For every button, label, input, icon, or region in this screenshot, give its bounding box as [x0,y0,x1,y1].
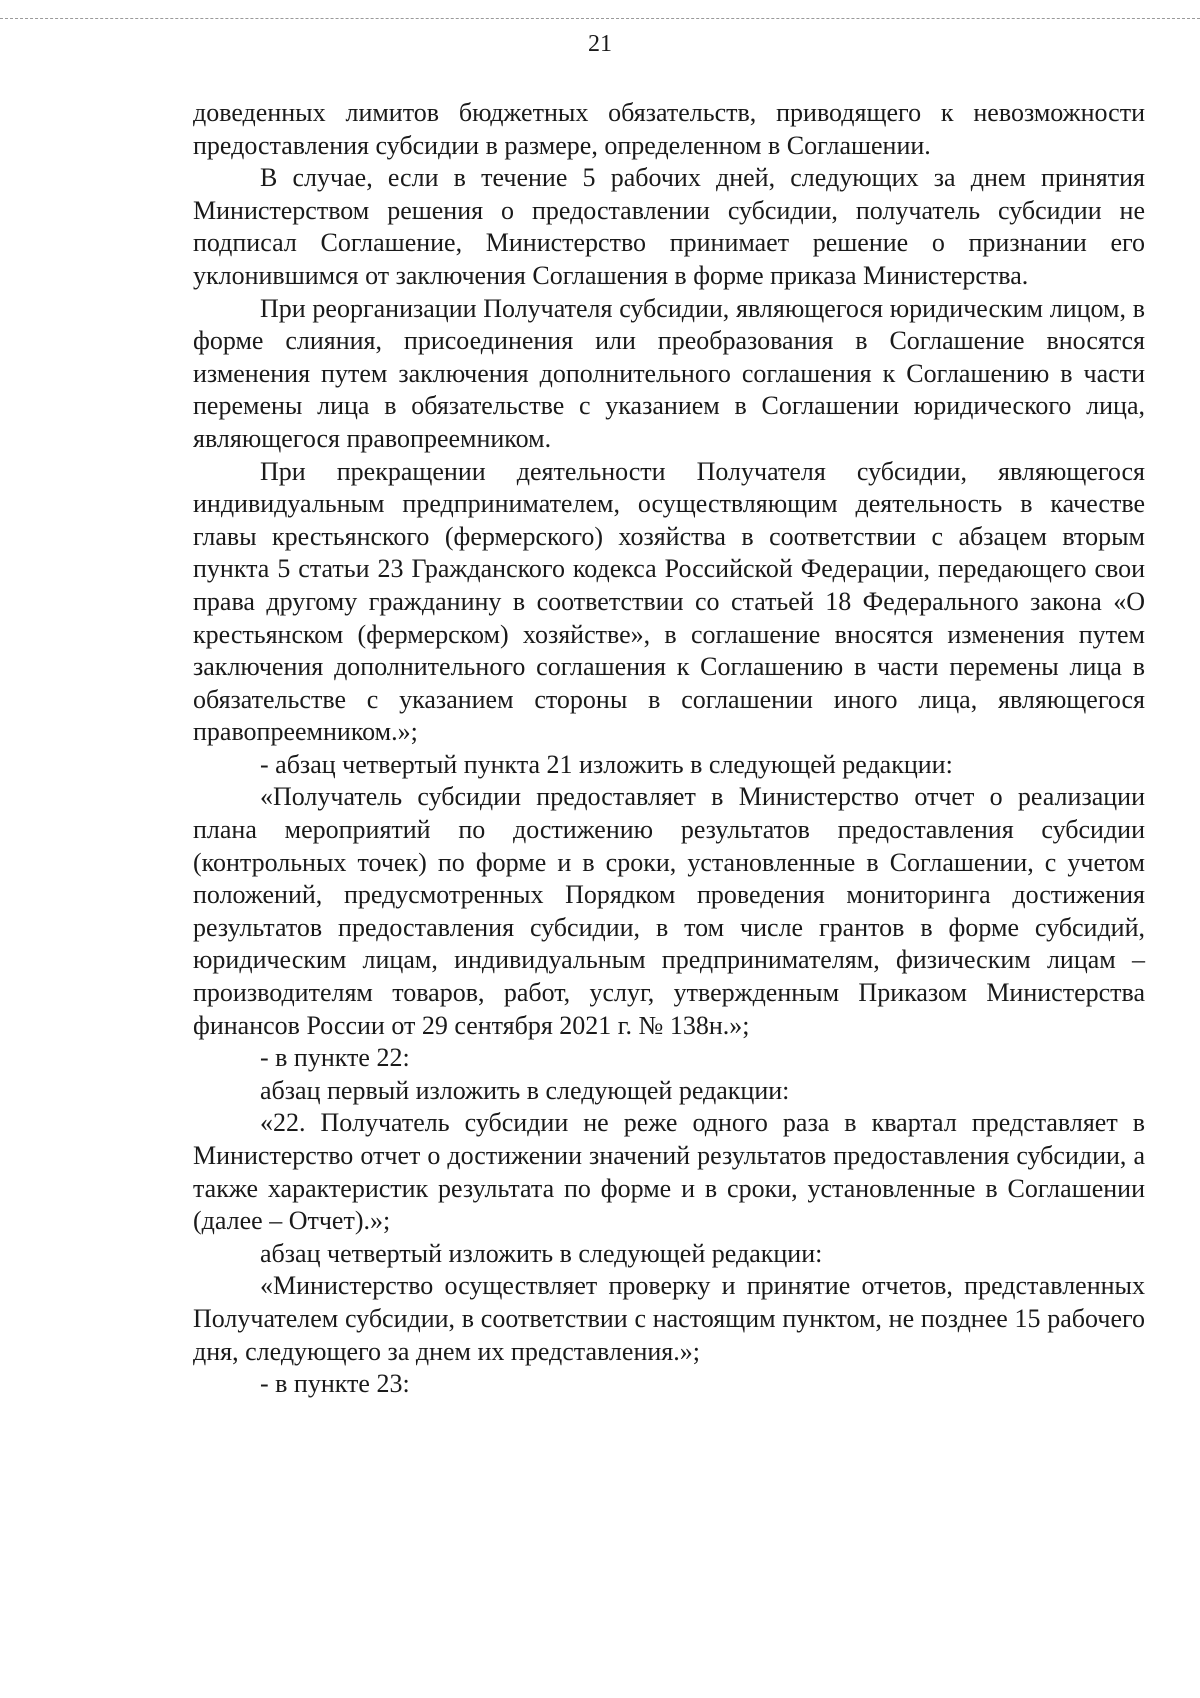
paragraph-fourth-subparagraph: абзац четвертый изложить в следующей редакции: [260,1238,823,1268]
document-body [193,97,1145,1401]
paragraph-termination: При прекращении деятельности Получателя субсидии, являющегося индивидуальным предпринимателем, осуществляющим деятельность в качестве главы крестьянского (фермерского) хозяйства в соответствии с абзацем вторым пункта 5 статьи 23 Гражданского кодекса Российской Федерации, передающего свои права другому гражданину в соответствии со статьей 18 Федерального закона «О крестьянском (фермерском) хозяйстве», в соглашение вносятся изменения путем заключения дополнительного соглашения к Соглашению в части перемены лица в обязательстве с указанием стороны в соглашении иного лица, являющегося правопреемником.»; [193,456,1145,747]
paragraph-signing-deadline: В случае, если в течение 5 рабочих дней, следующих за днем принятия Министерством решения о предоставлении субсидии, получатель субсидии не подписал Соглашение, Министерство принимает решение о признании его уклонившимся от заключения Соглашения в форме приказа Министерства. [193,163,1145,290]
page-number: 21 [588,31,612,57]
scan-edge-line [0,18,1200,19]
paragraph-reorganization: При реорганизации Получателя субсидии, являющегося юридическим лицом, в форме слияния, присоединения или преобразования в Соглашение вносятся изменения путем заключения дополнительного соглашения к Соглашению в части перемены лица в обязательстве с указанием в Соглашении юридического лица, являющегося правопреемником. [193,293,1145,453]
paragraph-point-22: - в пункте 22: [260,1043,410,1073]
paragraph-first-subparagraph: абзац первый изложить в следующей редакции: [260,1075,790,1105]
paragraph-report-plan: «Получатель субсидии предоставляет в Министерство отчет о реализации плана мероприятий по достижению результатов предоставления субсидии (контрольных точек) по форме и в сроки, установленные в Соглашении, с учетом положений, предусмотренных Порядком проведения мониторинга достижения результатов предоставления субсидии, в том числе грантов в форме субсидий, юридическим лицам, индивидуальным предпринимателям, физическим лицам – производителям товаров, работ, услуг, утвержденным Приказом Министерства финансов России от 29 сентября 2021 г. № 138н.»; [193,782,1145,1040]
paragraph-quarterly-report: «22. Получатель субсидии не реже одного раза в квартал представляет в Министерство отчет о достижении значений результатов предоставления субсидии, а также характеристик результата по форме и в сроки, установленные в Соглашении (далее – Отчет).»; [193,1108,1145,1236]
paragraph-point-23: - в пункте 23: [260,1369,410,1399]
paragraph-ministry-review: «Министерство осуществляет проверку и принятие отчетов, представленных Получателем субсидии, в соответствии с настоящим пунктом, не позднее 15 рабочего дня, следующего за днем их представления.»; [193,1271,1145,1366]
paragraph-continuation: доведенных лимитов бюджетных обязательств, приводящего к невозможности предоставления субсидии в размере, определенном в Соглашении. [193,98,1145,160]
paragraph-amend-point-21: - абзац четвертый пункта 21 изложить в следующей редакции: [260,749,953,779]
